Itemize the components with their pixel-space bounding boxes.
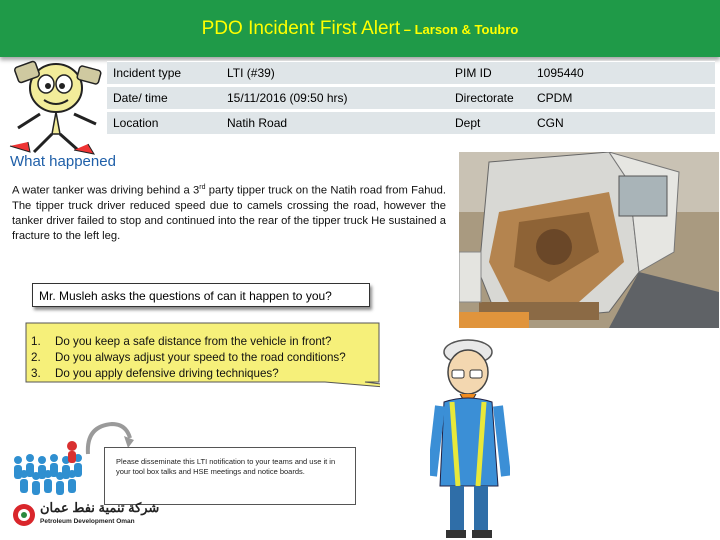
page-title <box>0 18 720 40</box>
mascot-illustration <box>4 50 108 158</box>
table-row <box>107 111 715 134</box>
questions-list <box>31 334 346 382</box>
list-item: 3. Do you apply defensive driving techniques? <box>31 367 279 380</box>
safety-officer-illustration <box>430 336 510 540</box>
table-row <box>107 61 715 84</box>
pim-id-label: PIM ID <box>449 61 531 84</box>
location-value: Natih Road <box>221 111 449 134</box>
pdo-logo <box>10 500 176 530</box>
title-main: PDO Incident First Alert <box>201 18 401 39</box>
logo-arabic-text: شركة تنمية نفط عمان <box>40 500 160 515</box>
header-banner <box>0 0 720 57</box>
logo-company-name: Petroleum Development Oman <box>40 518 135 525</box>
incident-type-label: Incident type <box>107 61 221 84</box>
date-time-value: 15/11/2016 (09:50 hrs) <box>221 86 449 109</box>
questions-callout <box>25 322 380 390</box>
table-row <box>107 86 715 109</box>
incident-type-value: LTI (#39) <box>221 61 449 84</box>
list-item: 1. Do you keep a safe distance from the vehicle in front? <box>31 335 332 348</box>
pim-id-value: 1095440 <box>531 61 715 84</box>
title-sub: – Larson & Toubro <box>400 22 519 37</box>
dept-label: Dept <box>449 111 531 134</box>
dissemination-notice: Please disseminate this LTI notification to your teams and use it in your tool box talks and HSE meetings and notice boards. <box>104 447 356 505</box>
location-label: Location <box>107 111 221 134</box>
pdo-emblem-icon <box>12 503 36 527</box>
team-people-icon <box>10 438 98 496</box>
accident-photo <box>459 152 719 328</box>
what-happened-text: A water tanker was driving behind a 3rd party tipper truck on the Natih road from Fahud. The tipper truck driver reduced speed due to camels crossing the road, however the tanker driver failed to stop and continued into the rear of the tipper truck He sustained a fracture to the left leg. <box>12 184 446 242</box>
list-item: 2. Do you always adjust your speed to the road conditions? <box>31 351 346 364</box>
date-time-label: Date/ time <box>107 86 221 109</box>
incident-info-table <box>107 59 715 136</box>
what-happened-heading: What happened <box>10 153 116 170</box>
question-banner: Mr. Musleh asks the questions of can it happen to you? <box>32 283 370 307</box>
directorate-label: Directorate <box>449 86 531 109</box>
dept-value: CGN <box>531 111 715 134</box>
directorate-value: CPDM <box>531 86 715 109</box>
